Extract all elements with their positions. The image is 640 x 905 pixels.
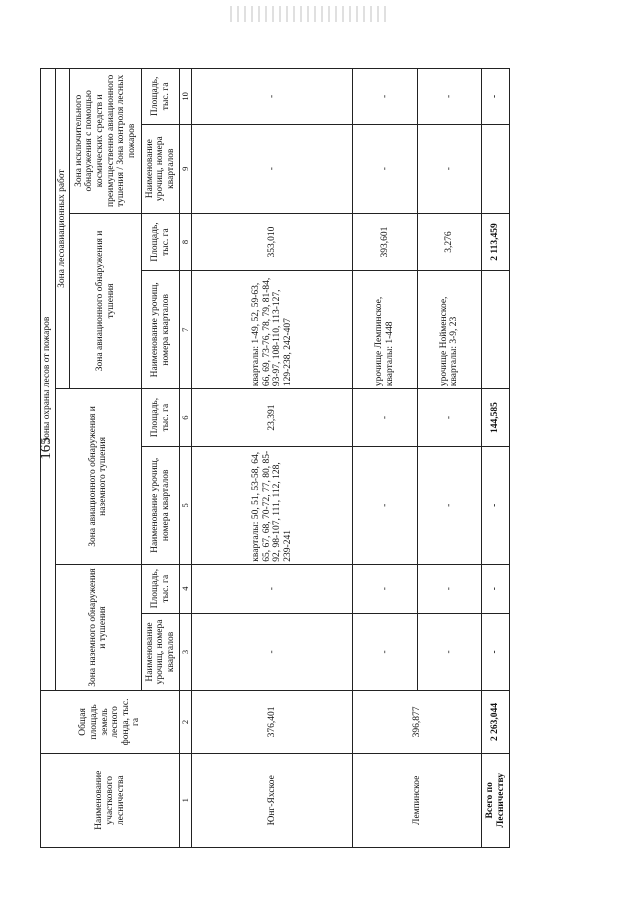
- column-index: 8: [180, 213, 192, 271]
- subheader-area-10: Площадь, тыс. га: [141, 69, 180, 125]
- cell: -: [482, 613, 510, 691]
- cell: -: [353, 389, 417, 447]
- cell: -: [353, 613, 417, 691]
- quarters-list: урочище Нойменское, кварталы: 3-9, 23: [417, 271, 481, 389]
- table-row: [192, 69, 353, 848]
- page-number: 165: [37, 437, 54, 460]
- header-aviation-works-zone: Зона лесоавиационных работ: [55, 69, 70, 389]
- column-index: 7: [180, 271, 192, 389]
- header-forestry-name: Наименование участкового лесничества: [41, 753, 180, 847]
- cell: -: [482, 69, 510, 125]
- header-fire-protection-zones: Зоны охраны лесов от пожаров: [41, 69, 56, 691]
- cell: [482, 124, 510, 213]
- scan-noise: [230, 6, 390, 22]
- column-index: 5: [180, 446, 192, 564]
- total-area: 376,401: [192, 691, 353, 753]
- cell: -: [417, 389, 481, 447]
- column-index: 2: [180, 691, 192, 753]
- cell: -: [353, 69, 417, 125]
- cell: -: [482, 564, 510, 613]
- area-value: 393,601: [353, 213, 417, 271]
- cell: -: [192, 69, 353, 125]
- area-value: 144,585: [482, 389, 510, 447]
- subheader-area-4: Площадь, тыс. га: [141, 564, 180, 613]
- area-value: 2 113,459: [482, 213, 510, 271]
- subheader-area-6: Площадь, тыс. га: [141, 389, 180, 447]
- header-air-ground-zone: Зона авиационного обнаружения и наземного тушения: [55, 389, 141, 565]
- subheader-name-9: Наименование урочищ, номера кварталов: [141, 124, 180, 213]
- quarters-list: кварталы: 1-49, 52, 59-63, 66, 69, 73-76, 78, 79, 81-84, 93-97, 108-110, 113-127, 129-238, 242-407: [192, 271, 353, 389]
- cell: -: [192, 613, 353, 691]
- cell: -: [417, 564, 481, 613]
- total-area: 2 263,044: [482, 691, 510, 753]
- header-ground-zone: Зона наземного обнаружения и тушения: [55, 564, 141, 691]
- column-index: 1: [180, 753, 192, 847]
- column-index: 3: [180, 613, 192, 691]
- cell: -: [353, 446, 417, 564]
- rotated-table-container: [37, 68, 510, 848]
- area-value: 353,010: [192, 213, 353, 271]
- quarters-list: урочище Лемпинское, кварталы: 1-448: [353, 271, 417, 389]
- cell: -: [353, 564, 417, 613]
- area-value: 23,391: [192, 389, 353, 447]
- subheader-name-5: Наименование урочищ, номера кварталов: [141, 446, 180, 564]
- cell: -: [417, 69, 481, 125]
- forestry-name: Юнг-Яхское: [192, 753, 353, 847]
- total-area: 396,877: [353, 691, 482, 753]
- subheader-area-8: Площадь, тыс. га: [141, 213, 180, 271]
- fire-zones-table: [37, 68, 510, 848]
- area-value: 3,276: [417, 213, 481, 271]
- header-space-zone: Зона исключительного обнаружения с помощью космических средств и преимущественно авиационного тушения / Зона контроля лесных пожаров: [70, 69, 142, 214]
- column-index: 6: [180, 389, 192, 447]
- subheader-name-3: Наименование урочищ, номера кварталов: [141, 613, 180, 691]
- subheader-name-7: Наименование урочищ, номера кварталов: [141, 271, 180, 389]
- cell: [482, 271, 510, 389]
- cell: -: [417, 124, 481, 213]
- table-row: [353, 69, 417, 848]
- cell: -: [353, 124, 417, 213]
- cell: -: [417, 613, 481, 691]
- column-index: 9: [180, 124, 192, 213]
- cell: -: [482, 446, 510, 564]
- total-label: Всего по Лесничеству: [482, 753, 510, 847]
- cell: -: [417, 446, 481, 564]
- header-total-area: Общая площадь земель лесного фонда, тыс. га: [41, 691, 180, 753]
- cell: -: [192, 564, 353, 613]
- column-index: 10: [180, 69, 192, 125]
- column-index: 4: [180, 564, 192, 613]
- forestry-name: Лемпинское: [353, 753, 482, 847]
- cell: -: [192, 124, 353, 213]
- total-row: [482, 69, 510, 848]
- quarters-list: кварталы: 50, 51, 53-58, 64, 65, 67, 68, 70-72, 77, 80, 85-92, 98-107, 111, 112, 128, 239-241: [192, 446, 353, 564]
- header-air-zone: Зона авиационного обнаружения и тушения: [70, 213, 142, 389]
